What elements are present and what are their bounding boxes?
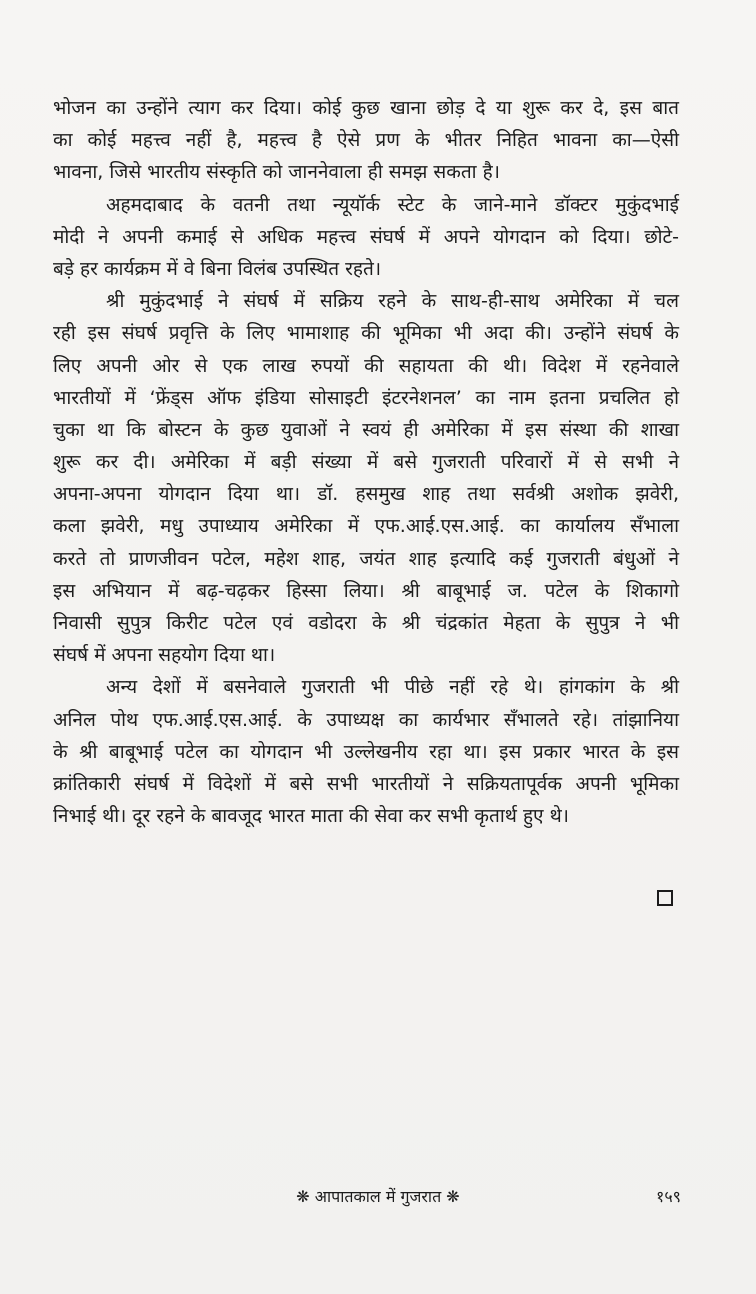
text-line: भारतीयों में ‘फ्रेंड्स ऑफ इंडिया सोसाइटी इंटरनेशनल’ का नाम इतना प्रचलित हो — [53, 386, 679, 409]
text-line: श्री मुकुंदभाई ने संघर्ष में सक्रिय रहने के साथ-ही-साथ अमेरिका में चल — [106, 290, 679, 313]
section-end-box-icon — [657, 890, 673, 906]
text-line: अनिल पोथ एफ.आई.एस.आई. के उपाध्यक्ष का कार्यभार सँभालते रहे। तांझानिया — [53, 708, 679, 731]
text-line: शुरू कर दी। अमेरिका में बड़ी संख्या में बसे गुजराती परिवारों में से सभी ने — [53, 451, 679, 474]
text-line: के श्री बाबूभाई पटेल का योगदान भी उल्लेखनीय रहा था। इस प्रकार भारत के इस — [53, 740, 679, 763]
text-line: रही इस संघर्ष प्रवृत्ति के लिए भामाशाह की भूमिका भी अदा की। उन्होंने संघर्ष के — [53, 322, 679, 345]
text-line: मोदी ने अपनी कमाई से अधिक महत्त्व संघर्ष में अपने योगदान को दिया। छोटे- — [53, 225, 679, 248]
paragraph — [53, 285, 679, 671]
text-line: निवासी सुपुत्र किरीट पटेल एवं वडोदरा के श्री चंद्रकांत मेहता के सुपुत्र ने भी — [53, 612, 679, 634]
text-line: अन्य देशों में बसनेवाले गुजराती भी पीछे नहीं रहे थे। हांगकांग के श्री — [106, 676, 679, 699]
text-line: भावना, जिसे भारतीय संस्कृति को जाननेवाला ही समझ सकता है। — [53, 161, 500, 184]
paragraph — [53, 189, 679, 286]
page-number: १५९ — [656, 1187, 681, 1206]
text-line: बड़े हर कार्यक्रम में वे बिना विलंब उपस्थित रहते। — [53, 257, 382, 280]
text-line: अपना-अपना योगदान दिया था। डॉ. हसमुख शाह तथा सर्वश्री अशोक झवेरी, — [53, 483, 679, 506]
text-line: करते तो प्राणजीवन पटेल, महेश शाह, जयंत शाह इत्यादि कई गुजराती बंधुओं ने — [53, 547, 679, 570]
text-line: कला झवेरी, मधु उपाध्याय अमेरिका में एफ.आई.एस.आई. का कार्यालय सँभाला — [53, 515, 679, 538]
paragraph — [53, 92, 679, 189]
body-text — [53, 92, 679, 832]
text-line: अहमदाबाद के वतनी तथा न्यूयॉर्क स्टेट के जाने-माने डॉक्टर मुकुंदभाई — [106, 193, 679, 216]
text-line: का कोई महत्त्व नहीं है, महत्त्व है ऐसे प्रण के भीतर निहित भावना का—ऐसी — [53, 129, 679, 152]
text-line: निभाई थी। दूर रहने के बावजूद भारत माता की सेवा कर सभी कृतार्थ हुए थे। — [53, 805, 569, 828]
paragraph — [53, 671, 679, 832]
running-footer-title: ❋ आपातकाल में गुजरात ❋ — [296, 1187, 460, 1206]
text-line: इस अभियान में बढ़-चढ़कर हिस्सा लिया। श्री बाबूभाई ज. पटेल के शिकागो — [53, 579, 679, 602]
text-line: संघर्ष में अपना सहयोग दिया था। — [53, 644, 276, 667]
text-line: भोजन का उन्होंने त्याग कर दिया। कोई कुछ खाना छोड़ दे या शुरू कर दे, इस बात — [53, 97, 679, 119]
text-line: चुका था कि बोस्टन के कुछ युवाओं ने स्वयं ही अमेरिका में इस संस्था की शाखा — [53, 418, 679, 441]
text-line: क्रांतिकारी संघर्ष में विदेशों में बसे सभी भारतीयों ने सक्रियतापूर्वक अपनी भूमिका — [53, 772, 679, 795]
text-line: लिए अपनी ओर से एक लाख रुपयों की सहायता की थी। विदेश में रहनेवाले — [53, 354, 679, 377]
